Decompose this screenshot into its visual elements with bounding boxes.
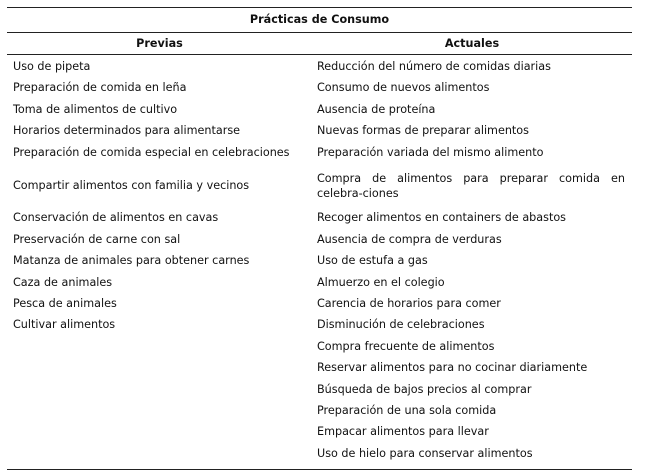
actuales-cell: Uso de hielo para conservar alimentos xyxy=(317,447,533,460)
actuales-cell: Ausencia de proteína xyxy=(317,103,436,116)
header-rule xyxy=(7,54,632,55)
actuales-cell: Compra frecuente de alimentos xyxy=(317,340,495,353)
previas-cell: Cultivar alimentos xyxy=(13,318,116,331)
actuales-cell: Carencia de horarios para comer xyxy=(317,297,501,310)
column-header-actuales: Actuales xyxy=(444,37,500,50)
actuales-cell: Recoger alimentos en containers de abastos xyxy=(317,211,567,224)
actuales-cell: Empacar alimentos para llevar xyxy=(317,425,489,438)
actuales-cell: Preparación de una sola comida xyxy=(317,404,497,417)
bottom-rule xyxy=(7,469,632,470)
actuales-cell: Nuevas formas de preparar alimentos xyxy=(317,124,529,137)
actuales-cell: Reservar alimentos para no cocinar diariamente xyxy=(317,361,588,374)
actuales-cell: Compra de alimentos para preparar comida en celebra-ciones xyxy=(317,172,625,200)
actuales-cell: Búsqueda de bajos precios al comprar xyxy=(317,383,532,396)
actuales-cell: Uso de estufa a gas xyxy=(317,254,428,267)
actuales-cell: Disminución de celebraciones xyxy=(317,318,485,331)
actuales-cell: Ausencia de compra de verduras xyxy=(317,233,502,246)
previas-cell: Pesca de animales xyxy=(13,297,117,310)
actuales-cell: Consumo de nuevos alimentos xyxy=(317,81,490,94)
actuales-cell: Almuerzo en el colegio xyxy=(317,276,445,289)
previas-cell: Preservación de carne con sal xyxy=(13,233,181,246)
previas-cell: Toma de alimentos de cultivo xyxy=(13,103,178,116)
previas-cell: Compartir alimentos con familia y vecinos xyxy=(13,179,250,192)
actuales-cell: Reducción del número de comidas diarias xyxy=(317,60,551,73)
table-title: Prácticas de Consumo xyxy=(249,13,390,26)
previas-cell: Uso de pipeta xyxy=(13,60,91,73)
previas-cell: Preparación de comida en leña xyxy=(13,81,187,94)
previas-cell: Caza de animales xyxy=(13,276,113,289)
actuales-cell: Preparación variada del mismo alimento xyxy=(317,146,544,159)
previas-cell: Matanza de animales para obtener carnes xyxy=(13,254,250,267)
previas-cell: Preparación de comida especial en celebraciones xyxy=(13,146,290,159)
column-header-previas: Previas xyxy=(136,37,183,50)
previas-cell: Horarios determinados para alimentarse xyxy=(13,124,241,137)
previas-cell: Conservación de alimentos en cavas xyxy=(13,211,219,224)
